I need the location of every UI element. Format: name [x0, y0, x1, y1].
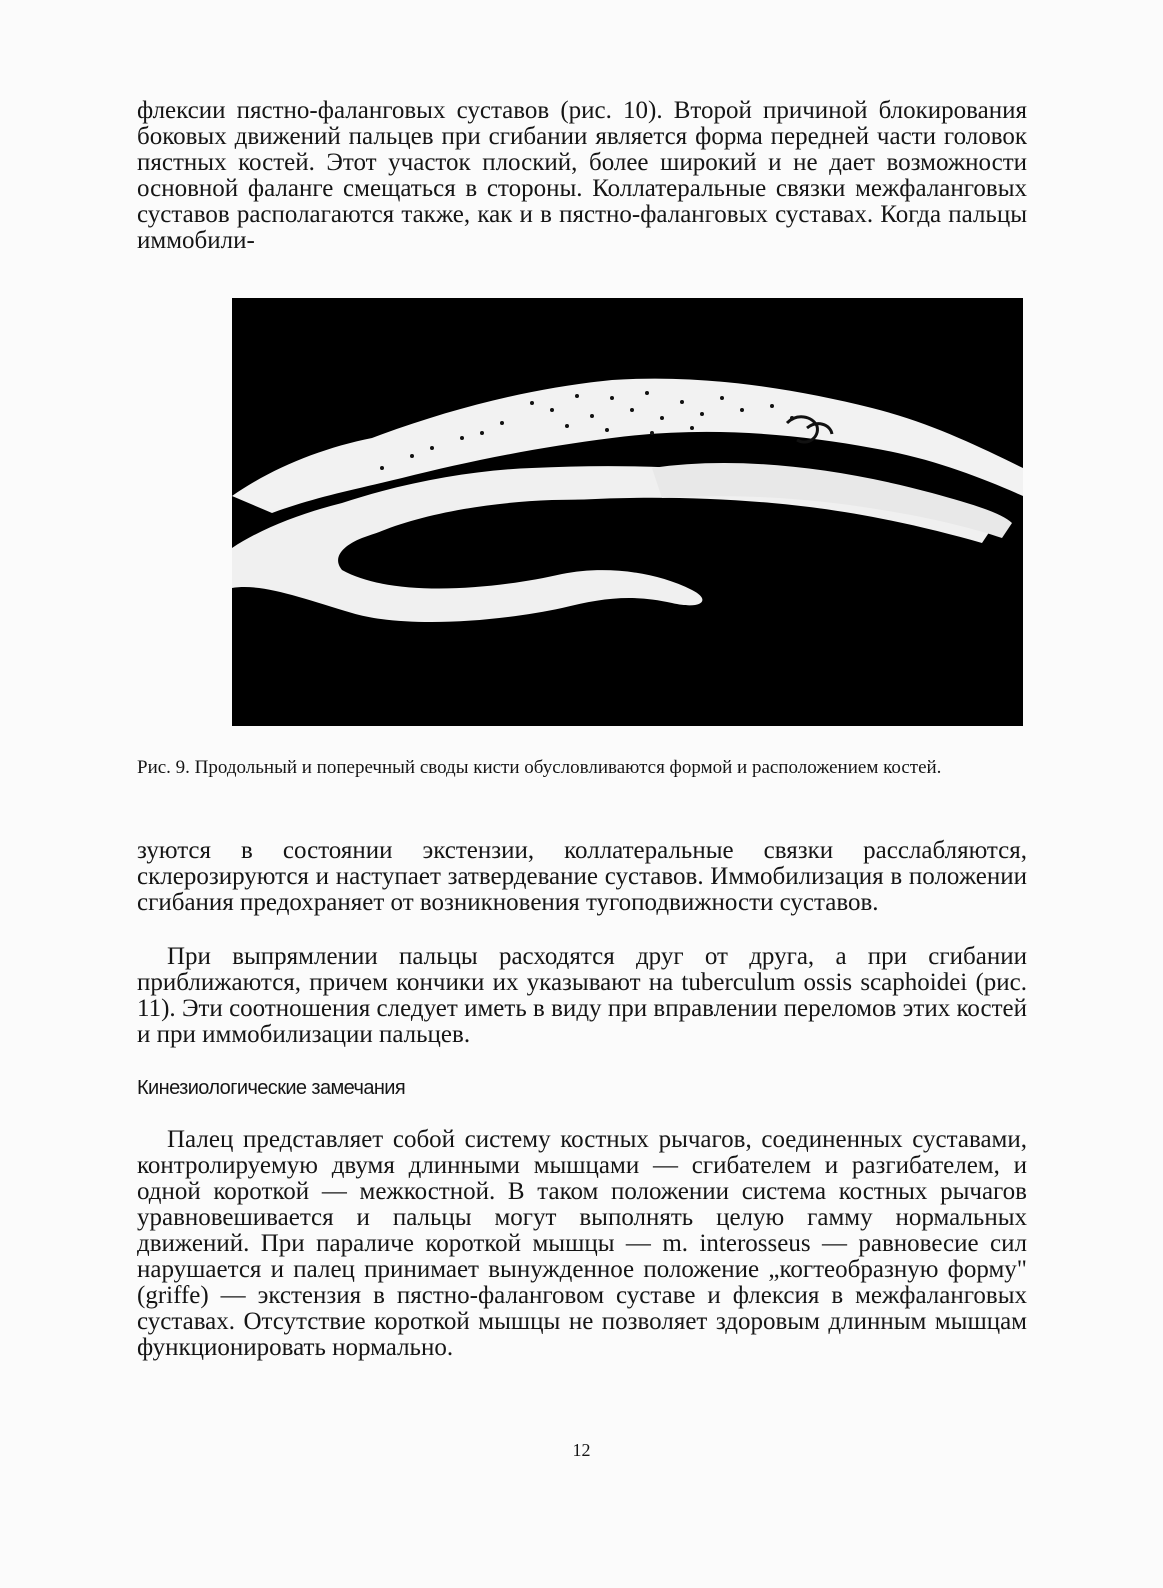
section-heading: Кинезиологические замечания: [137, 1077, 406, 1099]
figure-caption-text: Продольный и поперечный своды кисти обусловливаются формой и расположением костей.: [194, 757, 942, 778]
paragraph-1-text: флексии пястно-фаланговых суставов (рис. 10). Второй причиной блокирования боковых движений пальцев при сгибании является форма передней части головок пястных костей. Этот участок плоский, более широкий и не дает возможности основной фаланге смещаться в стороны. Коллатеральные связки межфаланговых суставов располагаются также, как и в пястно-фаланговых суставах. Когда пальцы иммобили-: [137, 97, 1027, 254]
paragraph-2-text: зуются в состоянии экстензии, коллатеральные связки расслабляются, склерозируются и наступает затвердевание суставов. Иммобилизация в положении сгибания предохраняет от возникновения тугоподвижности суставов.: [137, 837, 1027, 916]
paragraph-2: [137, 838, 1027, 916]
paragraph-4-text: Палец представляет собой систему костных рычагов, соединенных суставами, контролируемую двумя длинными мышцами — сгибателем и разгибателем, и одной короткой — межкостной. В таком положении система костных рычагов уравновешивается и пальцы могут выполнять целую гамму нормальных движений. При параличе короткой мышцы — m. interosseus — равновесие сил нарушается и палец принимает вынужденное положение „когтеобразную форму" (griffe) — экстензия в пястно-фаланговом суставе и флексия в межфаланговых суставах. Отсутствие короткой мышцы не позволяет здоровым длинным мышцам функционировать нормально.: [137, 1126, 1027, 1361]
hand-arch-xray-illustration: [232, 298, 1023, 726]
figure-9-image: [232, 298, 1023, 726]
page-number: 12: [572, 1440, 591, 1460]
figure-caption-label: Рис. 9.: [137, 757, 190, 778]
paragraph-1: [137, 98, 1027, 254]
paragraph-3: [137, 944, 1027, 1048]
figure-caption: [137, 758, 1027, 778]
paragraph-3-text: При выпрямлении пальцы расходятся друг от друга, а при сгибании приближаются, причем кончики их указывают на tuberculum ossis scaphoidei (рис. 11). Эти соотношения следует иметь в виду при вправлении переломов этих костей и при иммобилизации пальцев.: [137, 943, 1027, 1048]
paragraph-4: [137, 1127, 1027, 1361]
